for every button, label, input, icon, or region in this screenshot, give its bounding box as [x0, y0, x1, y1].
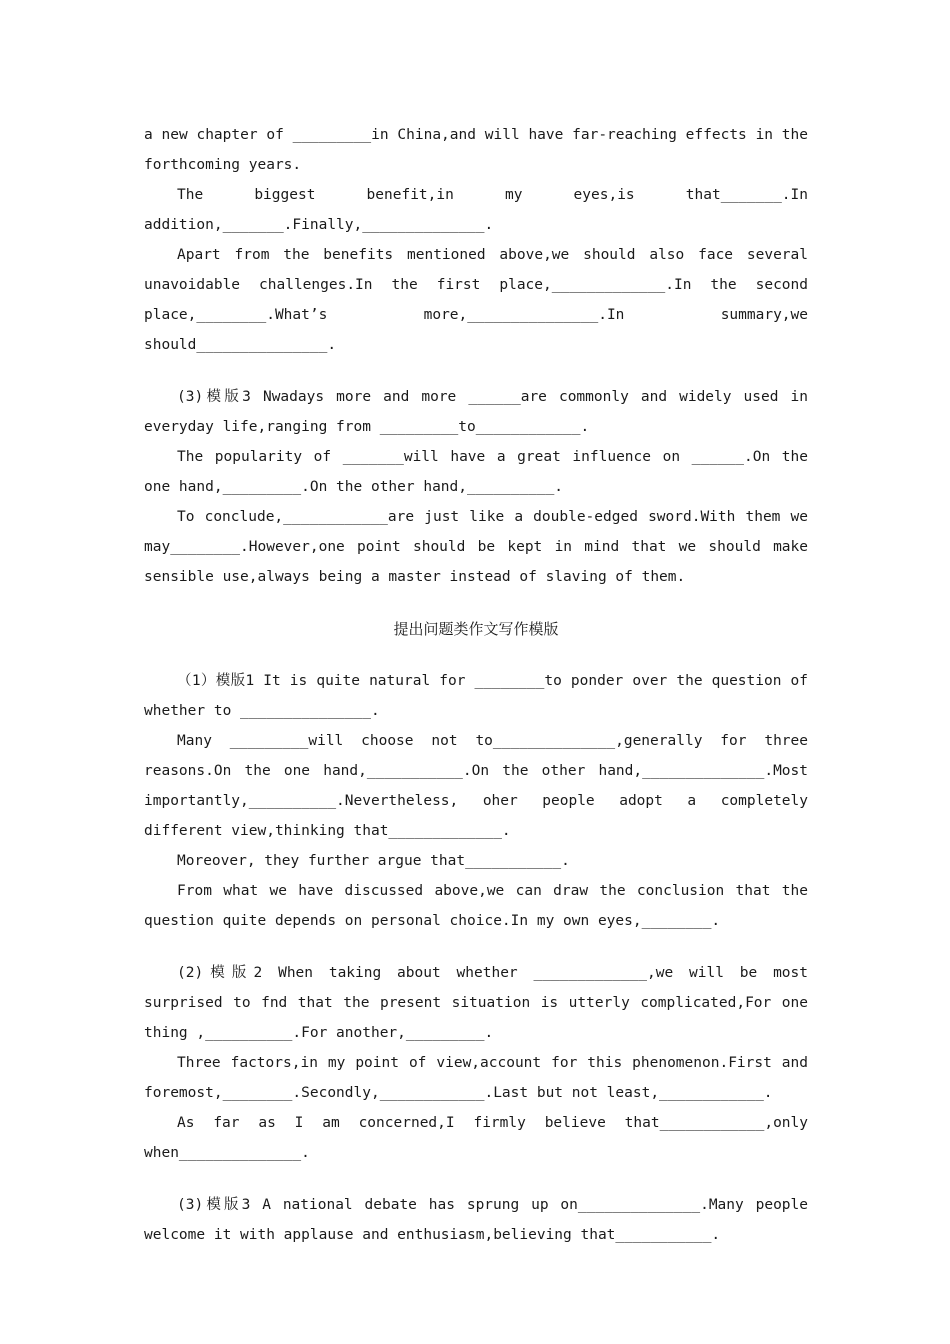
paragraph-popularity: The popularity of _______will have a great influence on ______.On the one hand,_________.On the other hand,__________. — [144, 449, 808, 495]
paragraph-conclude: To conclude,____________are just like a double-edged sword.With them we may________.However,one point should be kept in mind that we should make sensible use,always being a master instead of slaving of them. — [144, 509, 808, 585]
paragraph-template2-intro: (2)模版2 When taking about whether _____________,we will be most surprised to fnd that the present situation is utterly complicated,For one thing ,__________.For another,_________. — [144, 965, 808, 1041]
paragraph-template3-intro: (3)模版3 Nwadays more and more ______are commonly and widely used in everyday life,ranging from _________to____________. — [144, 389, 808, 435]
section-title: 提出问题类作文写作模版 — [393, 620, 559, 638]
paragraph-template1-intro: （1）模版1 It is quite natural for ________to ponder over the question of whether to _______________. — [144, 673, 808, 719]
paragraph-challenges: Apart from the benefits mentioned above,we should also face several unavoidable challenges.In the first place,_____________.In the second place,________.What’s more,_______________.In summary,we should_______________. — [144, 247, 808, 353]
paragraph-template3-debate: (3)模版3 A national debate has sprung up on______________.Many people welcome it with applause and enthusiasm,believing that___________. — [144, 1197, 808, 1243]
paragraph-benefits: The biggest benefit,in my eyes,is that_______.In addition,_______.Finally,______________. — [144, 187, 808, 233]
paragraph-discussion: From what we have discussed above,we can draw the conclusion that the question quite depends on personal choice.In my own eyes,________. — [144, 883, 808, 929]
document-body — [144, 120, 808, 1250]
paragraph-reasons: Many _________will choose not to______________,generally for three reasons.On the one hand,___________.On the other hand,______________.Most importantly,__________.Nevertheless, oher people adopt a completely different view,thinking that_____________. — [144, 733, 808, 839]
paragraph-chapter-intro: a new chapter of _________in China,and will have far-reaching effects in the forthcoming years. — [144, 127, 808, 173]
paragraph-factors: Three factors,in my point of view,account for this phenomenon.First and foremost,________.Secondly,____________.Last but not least,____________. — [144, 1055, 808, 1101]
paragraph-moreover: Moreover, they further argue that___________. — [177, 853, 570, 869]
paragraph-opinion: As far as I am concerned,I firmly believe that____________,only when______________. — [144, 1115, 808, 1161]
